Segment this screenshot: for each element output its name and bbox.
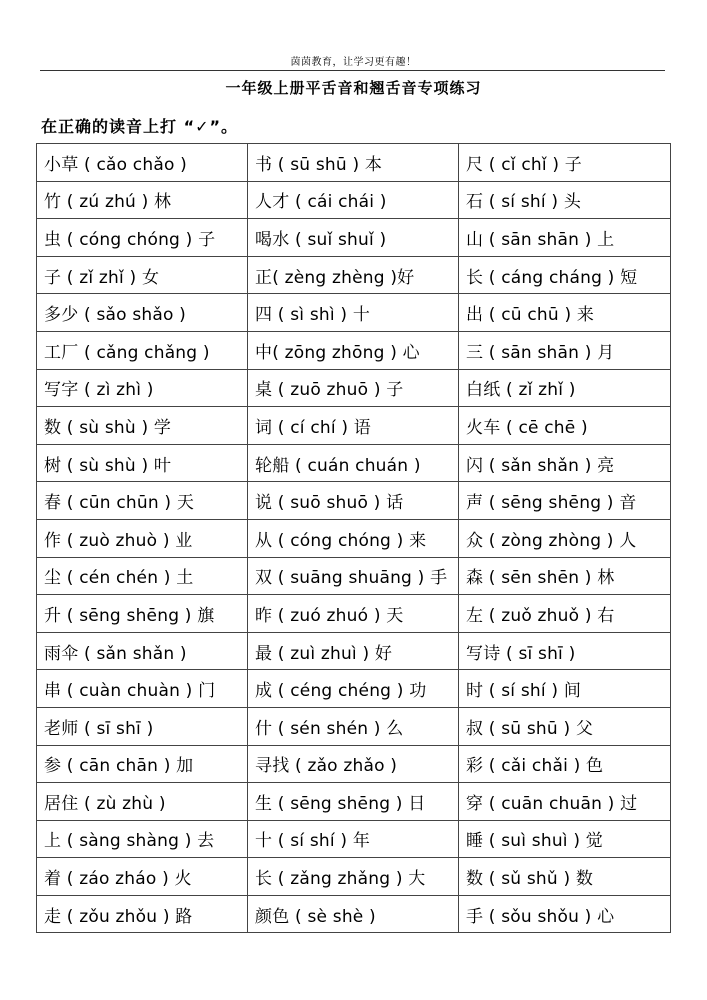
exercise-cell: 虫 ( cóng chóng ) 子 [37, 219, 248, 257]
exercise-cell: 书 ( sū shū ) 本 [248, 144, 459, 182]
exercise-cell: 竹 ( zú zhú ) 林 [37, 181, 248, 219]
table-row [37, 670, 671, 708]
pinyin-exercise-table [36, 143, 671, 933]
exercise-cell: 数 ( sǔ shǔ ) 数 [459, 858, 671, 896]
exercise-cell: 工厂 ( cǎng chǎng ) [37, 331, 248, 369]
exercise-cell: 尘 ( cén chén ) 土 [37, 557, 248, 595]
exercise-cell: 小草 ( cǎo chǎo ) [37, 144, 248, 182]
exercise-cell: 众 ( zòng zhòng ) 人 [459, 519, 671, 557]
exercise-cell: 说 ( suō shuō ) 话 [248, 482, 459, 520]
table-row [37, 557, 671, 595]
exercise-cell: 白纸 ( zǐ zhǐ ) [459, 369, 671, 407]
exercise-cell: 轮船 ( cuán chuán ) [248, 444, 459, 482]
exercise-cell: 着 ( záo zháo ) 火 [37, 858, 248, 896]
exercise-cell: 多少 ( sǎo shǎo ) [37, 294, 248, 332]
table-row [37, 783, 671, 821]
exercise-cell: 正( zèng zhèng )好 [248, 256, 459, 294]
table-row [37, 820, 671, 858]
exercise-cell: 升 ( sēng shēng ) 旗 [37, 595, 248, 633]
exercise-cell: 左 ( zuǒ zhuǒ ) 右 [459, 595, 671, 633]
table-row [37, 745, 671, 783]
exercise-cell: 彩 ( cǎi chǎi ) 色 [459, 745, 671, 783]
exercise-cell: 昨 ( zuó zhuó ) 天 [248, 595, 459, 633]
exercise-cell: 作 ( zuò zhuò ) 业 [37, 519, 248, 557]
exercise-cell: 穿 ( cuān chuān ) 过 [459, 783, 671, 821]
table-row [37, 707, 671, 745]
exercise-cell: 词 ( cí chí ) 语 [248, 407, 459, 445]
exercise-cell: 石 ( sí shí ) 头 [459, 181, 671, 219]
exercise-cell: 火车 ( cē chē ) [459, 407, 671, 445]
exercise-cell: 出 ( cū chū ) 来 [459, 294, 671, 332]
table-row [37, 407, 671, 445]
table-row [37, 895, 671, 933]
exercise-cell: 山 ( sān shān ) 上 [459, 219, 671, 257]
exercise-cell: 走 ( zǒu zhǒu ) 路 [37, 895, 248, 933]
table-row [37, 519, 671, 557]
table-row [37, 144, 671, 182]
exercise-cell: 时 ( sí shí ) 间 [459, 670, 671, 708]
table-row [37, 219, 671, 257]
exercise-cell: 参 ( cān chān ) 加 [37, 745, 248, 783]
exercise-cell: 生 ( sēng shēng ) 日 [248, 783, 459, 821]
exercise-cell: 寻找 ( zǎo zhǎo ) [248, 745, 459, 783]
exercise-cell: 居住 ( zù zhù ) [37, 783, 248, 821]
exercise-cell: 上 ( sàng shàng ) 去 [37, 820, 248, 858]
table-row [37, 294, 671, 332]
exercise-cell: 写字 ( zì zhì ) [37, 369, 248, 407]
exercise-cell: 叔 ( sū shū ) 父 [459, 707, 671, 745]
exercise-cell: 春 ( cūn chūn ) 天 [37, 482, 248, 520]
exercise-cell: 树 ( sù shù ) 叶 [37, 444, 248, 482]
table-row [37, 858, 671, 896]
exercise-cell: 子 ( zǐ zhǐ ) 女 [37, 256, 248, 294]
table-row [37, 482, 671, 520]
exercise-cell: 中( zōng zhōng ) 心 [248, 331, 459, 369]
exercise-cell: 从 ( cóng chóng ) 来 [248, 519, 459, 557]
exercise-cell: 最 ( zuì zhuì ) 好 [248, 632, 459, 670]
exercise-cell: 数 ( sù shù ) 学 [37, 407, 248, 445]
exercise-cell: 长 ( zǎng zhǎng ) 大 [248, 858, 459, 896]
table-row [37, 369, 671, 407]
exercise-cell: 老师 ( sī shī ) [37, 707, 248, 745]
exercise-cell: 人才 ( cái chái ) [248, 181, 459, 219]
table-row [37, 181, 671, 219]
exercise-cell: 桌 ( zuō zhuō ) 子 [248, 369, 459, 407]
exercise-cell: 三 ( sān shān ) 月 [459, 331, 671, 369]
instruction-text: 在正确的读音上打 “✓”。 [41, 117, 239, 136]
exercise-cell: 什 ( sén shén ) 么 [248, 707, 459, 745]
exercise-cell: 闪 ( sǎn shǎn ) 亮 [459, 444, 671, 482]
table-row [37, 595, 671, 633]
table-row [37, 331, 671, 369]
exercise-cell: 手 ( sǒu shǒu ) 心 [459, 895, 671, 933]
exercise-cell: 颜色 ( sè shè ) [248, 895, 459, 933]
exercise-cell: 森 ( sēn shēn ) 林 [459, 557, 671, 595]
page-title: 一年级上册平舌音和翘舌音专项练习 [225, 79, 482, 97]
exercise-cell: 声 ( sēng shēng ) 音 [459, 482, 671, 520]
exercise-cell: 长 ( cáng cháng ) 短 [459, 256, 671, 294]
exercise-cell: 雨伞 ( sǎn shǎn ) [37, 632, 248, 670]
exercise-cell: 十 ( sí shí ) 年 [248, 820, 459, 858]
table-row [37, 256, 671, 294]
table-row [37, 632, 671, 670]
header-divider [40, 70, 665, 71]
exercise-cell: 串 ( cuàn chuàn ) 门 [37, 670, 248, 708]
exercise-cell: 写诗 ( sī shī ) [459, 632, 671, 670]
exercise-cell: 双 ( suāng shuāng ) 手 [248, 557, 459, 595]
exercise-cell: 睡 ( suì shuì ) 觉 [459, 820, 671, 858]
exercise-cell: 四 ( sì shì ) 十 [248, 294, 459, 332]
header-note: 茵茵教育，让学习更有趣！ [290, 57, 417, 68]
exercise-cell: 成 ( céng chéng ) 功 [248, 670, 459, 708]
exercise-cell: 喝水 ( suǐ shuǐ ) [248, 219, 459, 257]
table-row [37, 444, 671, 482]
exercise-cell: 尺 ( cǐ chǐ ) 子 [459, 144, 671, 182]
